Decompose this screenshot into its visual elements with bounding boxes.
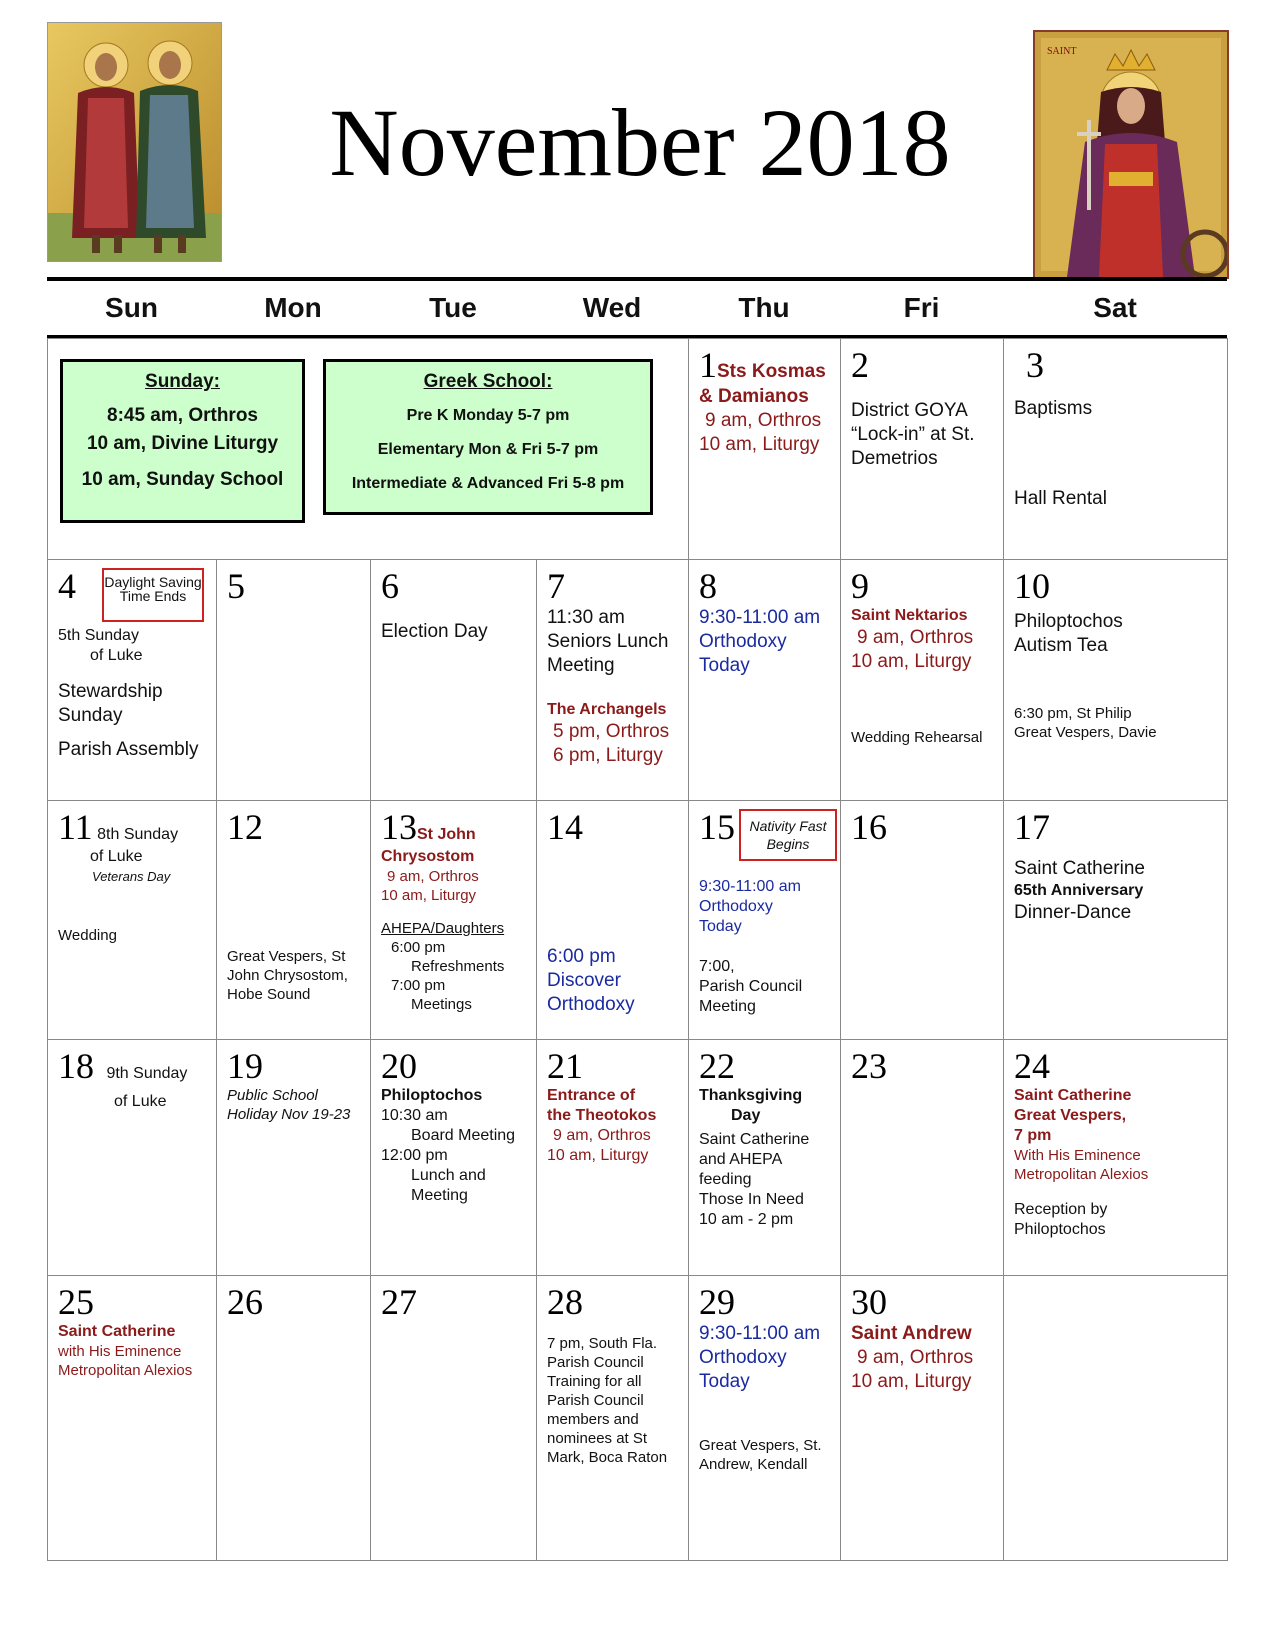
event-text: Great Vespers, St [227, 948, 346, 965]
event-text: Public School [227, 1087, 318, 1104]
event-text: Hall Rental [1014, 488, 1107, 509]
event-text: with His Eminence [58, 1343, 182, 1360]
event-text: Great Vespers, St. [699, 1437, 822, 1454]
sunday-heading: Sunday: [145, 371, 220, 392]
event-text: Metropolitan Alexios [58, 1362, 193, 1379]
day-cell-18 [48, 1039, 217, 1275]
event-text: of Luke [90, 848, 143, 865]
day-number: 23 [851, 1046, 887, 1086]
day-number: 30 [851, 1282, 887, 1322]
event-text: Dinner-Dance [1014, 902, 1132, 923]
event-text: Today [699, 918, 742, 935]
event-text: and AHEPA [699, 1151, 783, 1168]
event-text: members and [547, 1411, 639, 1428]
empty-day-cell [1004, 1275, 1228, 1560]
event-text: feeding [699, 1171, 752, 1188]
event-text: nominees at St [547, 1430, 648, 1447]
greek-school-line: Pre K Monday 5-7 pm [406, 407, 570, 424]
day-cell-5 [217, 559, 371, 800]
event-text: Election Day [381, 621, 488, 642]
day-cell-3 [1004, 338, 1228, 559]
event-text: 9:30-11:00 am [699, 607, 821, 628]
event-text: Today [699, 1371, 750, 1392]
event-text: 9:30-11:00 am [699, 878, 801, 895]
event-text: Meetings [411, 996, 472, 1013]
day-cell-13 [371, 800, 537, 1039]
dst-notice-box: Daylight Saving Time Ends [102, 568, 204, 622]
event-text: Wedding Rehearsal [851, 729, 983, 746]
event-text: Parish Assembly [58, 739, 199, 760]
event-text: Veterans Day [92, 869, 171, 884]
day-cell-1 [689, 338, 841, 559]
page-title: November 2018 [329, 89, 951, 196]
service-time: 10 am, Liturgy [381, 887, 477, 904]
day-cell-22 [689, 1039, 841, 1275]
event-text: Meeting [411, 1187, 468, 1204]
event-text: Today [699, 655, 750, 676]
day-number: 17 [1014, 807, 1050, 847]
event-text: Hobe Sound [227, 986, 311, 1003]
sunday-line: 10 am, Sunday School [81, 469, 284, 490]
service-time: 9 am, Orthros [705, 410, 822, 431]
greek-school-line: Intermediate & Advanced Fri 5-8 pm [351, 475, 625, 492]
day-number: 25 [58, 1282, 94, 1322]
event-text: Those In Need [699, 1191, 804, 1208]
day-cell-6 [371, 559, 537, 800]
event-text: Reception by [1014, 1201, 1108, 1218]
event-text: Wedding [58, 927, 117, 944]
event-text: Board Meeting [411, 1127, 516, 1144]
event-text: 8th Sunday [97, 826, 179, 843]
feast-name: The Archangels [547, 701, 667, 718]
day-number: 27 [381, 1282, 417, 1322]
feast-name: Entrance of [547, 1087, 636, 1104]
event-text: Great Vespers, Davie [1014, 724, 1157, 741]
day-number: 13 [381, 807, 417, 847]
event-text: Training for all [547, 1373, 642, 1390]
event-text: 7:00 pm [391, 977, 446, 994]
service-time: 9 am, Orthros [387, 868, 479, 885]
feast-name: the Theotokos [547, 1107, 657, 1124]
event-text: Mark, Boca Raton [547, 1449, 668, 1466]
day-number: 5 [227, 566, 245, 606]
feast-name: Saint Catherine [1014, 1087, 1132, 1104]
day-number: 9 [851, 566, 869, 606]
greek-school-line: Elementary Mon & Fri 5-7 pm [377, 441, 599, 458]
calendar-grid [47, 338, 1228, 1561]
day-number: 16 [851, 807, 887, 847]
event-text: Holiday Nov 19-23 [227, 1106, 351, 1123]
day-cell-17 [1004, 800, 1228, 1039]
saints-kosmas-damianos-icon [47, 22, 222, 262]
feast-name: & Damianos [699, 386, 809, 407]
day-cell-16 [841, 800, 1004, 1039]
event-text: Autism Tea [1014, 635, 1108, 656]
event-text: 11:30 am [547, 607, 625, 628]
event-text: 10 am - 2 pm [699, 1211, 794, 1228]
event-text: Philoptochos [1014, 611, 1123, 632]
weekday-sat: Sat [1093, 292, 1137, 323]
day-cell-10 [1004, 559, 1228, 800]
day-cell-9 [841, 559, 1004, 800]
event-text: District GOYA [851, 400, 968, 421]
service-time: 9 am, Orthros [857, 627, 974, 648]
day-cell-24 [1004, 1039, 1228, 1275]
event-text: Metropolitan Alexios [1014, 1166, 1149, 1183]
day-number: 3 [1026, 345, 1044, 385]
event-text: Lunch and [411, 1167, 486, 1184]
service-time: 10 am, Liturgy [851, 1371, 972, 1392]
day-cell-14 [537, 800, 689, 1039]
event-text: AHEPA/Daughters [381, 920, 505, 937]
weekday-thu: Thu [738, 292, 790, 323]
event-text: Baptisms [1014, 398, 1093, 419]
event-text: Parish Council [547, 1392, 644, 1409]
event-text: 6:30 pm, St Philip [1014, 705, 1132, 722]
service-time: 6 pm, Liturgy [553, 745, 663, 766]
day-number: 26 [227, 1282, 263, 1322]
svg-text:SAINT: SAINT [1047, 46, 1077, 57]
day-number: 11 [58, 807, 93, 847]
weekday-tue: Tue [429, 292, 477, 323]
weekday-sun: Sun [105, 292, 158, 323]
event-text: Philoptochos [381, 1087, 483, 1104]
day-number: 21 [547, 1046, 583, 1086]
event-text: Orthodoxy [699, 1347, 787, 1368]
event-text: Refreshments [411, 958, 505, 975]
event-text: 12:00 pm [381, 1147, 448, 1164]
event-text: Demetrios [851, 448, 938, 469]
day-number: 1 [699, 345, 717, 385]
event-text: 7:00, [699, 958, 735, 975]
day-cell-20 [371, 1039, 537, 1275]
day-number: 6 [381, 566, 399, 606]
day-cell-29 [689, 1275, 841, 1560]
day-cell-27 [371, 1275, 537, 1560]
day-number: 20 [381, 1046, 417, 1086]
greek-school-heading: Greek School: [423, 371, 553, 392]
notice-area [48, 338, 689, 559]
event-text: Orthodoxy [699, 631, 787, 652]
event-text: Meeting [547, 655, 615, 676]
greek-school-box [323, 359, 653, 515]
service-time: 9 am, Orthros [857, 1347, 974, 1368]
day-cell-25 [48, 1275, 217, 1560]
sunday-line: 10 am, Divine Liturgy [86, 433, 279, 454]
event-text: Day [731, 1107, 761, 1124]
day-cell-7 [537, 559, 689, 800]
day-cell-12 [217, 800, 371, 1039]
day-number: 22 [699, 1046, 735, 1086]
event-text: 9:30-11:00 am [699, 1323, 821, 1344]
day-cell-21 [537, 1039, 689, 1275]
event-text: Philoptochos [1014, 1221, 1106, 1238]
day-cell-30 [841, 1275, 1004, 1560]
weekday-wed: Wed [582, 292, 642, 323]
feast-name: Saint Nektarios [851, 607, 968, 624]
service-time: 10 am, Liturgy [851, 651, 972, 672]
day-number: 12 [227, 807, 263, 847]
event-text: Saint Catherine [699, 1131, 810, 1148]
service-time: 5 pm, Orthros [553, 721, 670, 742]
day-number: 2 [851, 345, 869, 385]
sunday-schedule-box [60, 359, 305, 523]
event-text: Andrew, Kendall [699, 1456, 808, 1473]
weekday-fri: Fri [903, 292, 940, 323]
day-number: 7 [547, 566, 565, 606]
day-cell-4 [48, 559, 217, 800]
event-text: 6:00 pm [547, 946, 616, 967]
event-text: 65th Anniversary [1014, 882, 1144, 899]
day-cell-26 [217, 1275, 371, 1560]
event-text: 6:00 pm [391, 939, 446, 956]
event-text: Meeting [699, 998, 756, 1015]
day-number: 19 [227, 1046, 263, 1086]
feast-name: Great Vespers, [1014, 1107, 1127, 1124]
feast-name: Sts Kosmas [717, 361, 826, 382]
day-cell-2 [841, 338, 1004, 559]
event-text: Parish Council [699, 978, 803, 995]
day-cell-28 [537, 1275, 689, 1560]
sunday-line: 8:45 am, Orthros [107, 405, 258, 426]
weekday-mon: Mon [264, 292, 322, 323]
event-text: 9th Sunday [106, 1065, 188, 1082]
day-number: 29 [699, 1282, 735, 1322]
day-cell-23 [841, 1039, 1004, 1275]
feast-name: 7 pm [1014, 1127, 1052, 1144]
day-number: 18 [58, 1046, 94, 1086]
day-number: 4 [58, 566, 76, 606]
day-cell-19 [217, 1039, 371, 1275]
day-cell-11 [48, 800, 217, 1039]
day-number: 8 [699, 566, 717, 606]
event-text: With His Eminence [1014, 1147, 1141, 1164]
feast-name: St John [417, 826, 476, 843]
event-text: Orthodoxy [699, 898, 773, 915]
event-text: Sunday [58, 705, 123, 726]
event-text: of Luke [90, 647, 143, 664]
event-text: “Lock-in” at St. [851, 424, 975, 445]
day-number: 15 [699, 807, 735, 847]
event-text: Seniors Lunch [547, 631, 669, 652]
day-cell-8 [689, 559, 841, 800]
event-text: Thanksgiving [699, 1087, 803, 1104]
event-text: Stewardship [58, 681, 163, 702]
event-text: 7 pm, South Fla. [547, 1335, 658, 1352]
event-text: Parish Council [547, 1354, 644, 1371]
day-number: 10 [1014, 566, 1050, 606]
saint-catherine-icon [1033, 30, 1229, 279]
event-text: 10:30 am [381, 1107, 448, 1124]
service-time: 10 am, Liturgy [547, 1147, 649, 1164]
event-text: of Luke [114, 1093, 167, 1110]
day-cell-15 [689, 800, 841, 1039]
service-time: 10 am, Liturgy [699, 434, 820, 455]
event-text: Orthodoxy [547, 994, 635, 1015]
weekday-header [47, 283, 1227, 333]
event-text: Saint Catherine [1014, 858, 1145, 879]
service-time: 9 am, Orthros [553, 1127, 651, 1144]
event-text: Discover [547, 970, 621, 991]
event-text: 5th Sunday [58, 627, 139, 644]
feast-name: Saint Andrew [851, 1323, 972, 1344]
feast-name: Chrysostom [381, 848, 475, 865]
event-text: John Chrysostom, [227, 967, 348, 984]
day-number: 28 [547, 1282, 583, 1322]
day-number: 24 [1014, 1046, 1050, 1086]
day-number: 14 [547, 807, 583, 847]
feast-name: Saint Catherine [58, 1323, 176, 1340]
nativity-fast-box: Nativity Fast Begins [739, 809, 837, 861]
header-top-rule [47, 277, 1227, 281]
